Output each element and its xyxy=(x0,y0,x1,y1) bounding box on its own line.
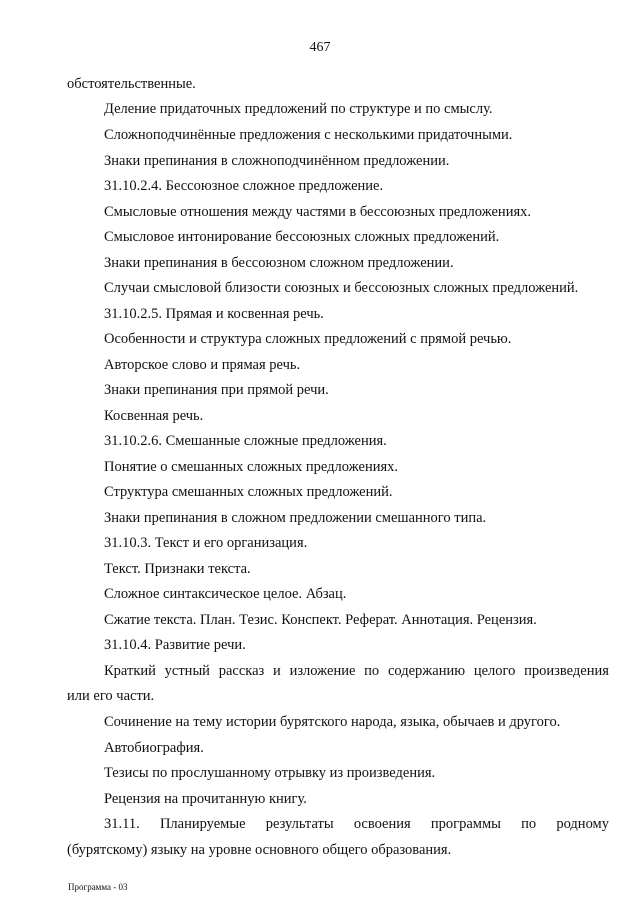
word: по xyxy=(364,663,380,679)
text-line: Смысловое интонирование бессоюзных сложных предложений. xyxy=(104,229,500,245)
text-line: (бурятскому) языку на уровне основного общего образования. xyxy=(67,842,452,858)
word: изложение xyxy=(289,663,356,679)
page-number: 467 xyxy=(309,40,331,55)
text-line: Знаки препинания в бессоюзном сложном предложении. xyxy=(104,255,454,271)
word: по xyxy=(521,816,537,832)
text-line: или его части. xyxy=(67,688,155,704)
word: результаты xyxy=(265,816,334,832)
text-line: Косвенная речь. xyxy=(104,408,204,424)
word: освоения xyxy=(353,816,411,832)
text-line: Случаи смысловой близости союзных и бессоюзных сложных предложений. xyxy=(104,280,579,296)
section-heading: 31.10.2.5. Прямая и косвенная речь. xyxy=(104,306,324,322)
section-heading: 31.10.2.4. Бессоюзное сложное предложение. xyxy=(104,178,384,194)
word: 31.11. xyxy=(104,816,140,832)
text-line: Авторское слово и прямая речь. xyxy=(104,357,301,373)
word: рассказ xyxy=(218,663,265,679)
text-line: обстоятельственные. xyxy=(67,76,196,92)
word: произведения xyxy=(524,663,609,679)
page-footer: Программа - 03 xyxy=(68,882,128,892)
text-line: Знаки препинания в сложном предложении смешанного типа. xyxy=(104,510,487,526)
text-line: Знаки препинания при прямой речи. xyxy=(104,382,329,398)
word: содержанию xyxy=(387,663,466,679)
text-line: Сочинение на тему истории бурятского народа, языка, обычаев и другого. xyxy=(104,714,561,730)
text-line: Автобиография. xyxy=(104,740,204,756)
word: целого xyxy=(473,663,516,679)
text-line: Сложное синтаксическое целое. Абзац. xyxy=(104,586,347,602)
word: родному xyxy=(556,816,609,832)
word: Планируемые xyxy=(159,816,246,832)
word: устный xyxy=(164,663,210,679)
justified-line xyxy=(104,815,609,833)
text-line: Тезисы по прослушанному отрывку из произведения. xyxy=(104,765,436,781)
text-line: Особенности и структура сложных предложений с прямой речью. xyxy=(104,331,512,347)
section-heading: 31.10.3. Текст и его организация. xyxy=(104,535,308,551)
text-line: Текст. Признаки текста. xyxy=(104,561,251,577)
text-line: Понятие о смешанных сложных предложениях. xyxy=(104,459,399,475)
word: Краткий xyxy=(104,663,156,679)
text-line: Сжатие текста. План. Тезис. Конспект. Реферат. Аннотация. Рецензия. xyxy=(104,612,537,628)
word: и xyxy=(273,663,281,679)
word: программы xyxy=(430,816,501,832)
justified-line xyxy=(104,662,609,680)
text-line: Структура смешанных сложных предложений. xyxy=(104,484,393,500)
text-line: Смысловые отношения между частями в бессоюзных предложениях. xyxy=(104,204,531,220)
text-line: Сложноподчинённые предложения с несколькими придаточными. xyxy=(104,127,513,143)
text-line: Знаки препинания в сложноподчинённом предложении. xyxy=(104,153,450,169)
section-heading: 31.10.4. Развитие речи. xyxy=(104,637,246,653)
section-heading: 31.10.2.6. Смешанные сложные предложения. xyxy=(104,433,387,449)
text-line: Рецензия на прочитанную книгу. xyxy=(104,791,307,807)
text-line: Деление придаточных предложений по структуре и по смыслу. xyxy=(104,101,493,117)
